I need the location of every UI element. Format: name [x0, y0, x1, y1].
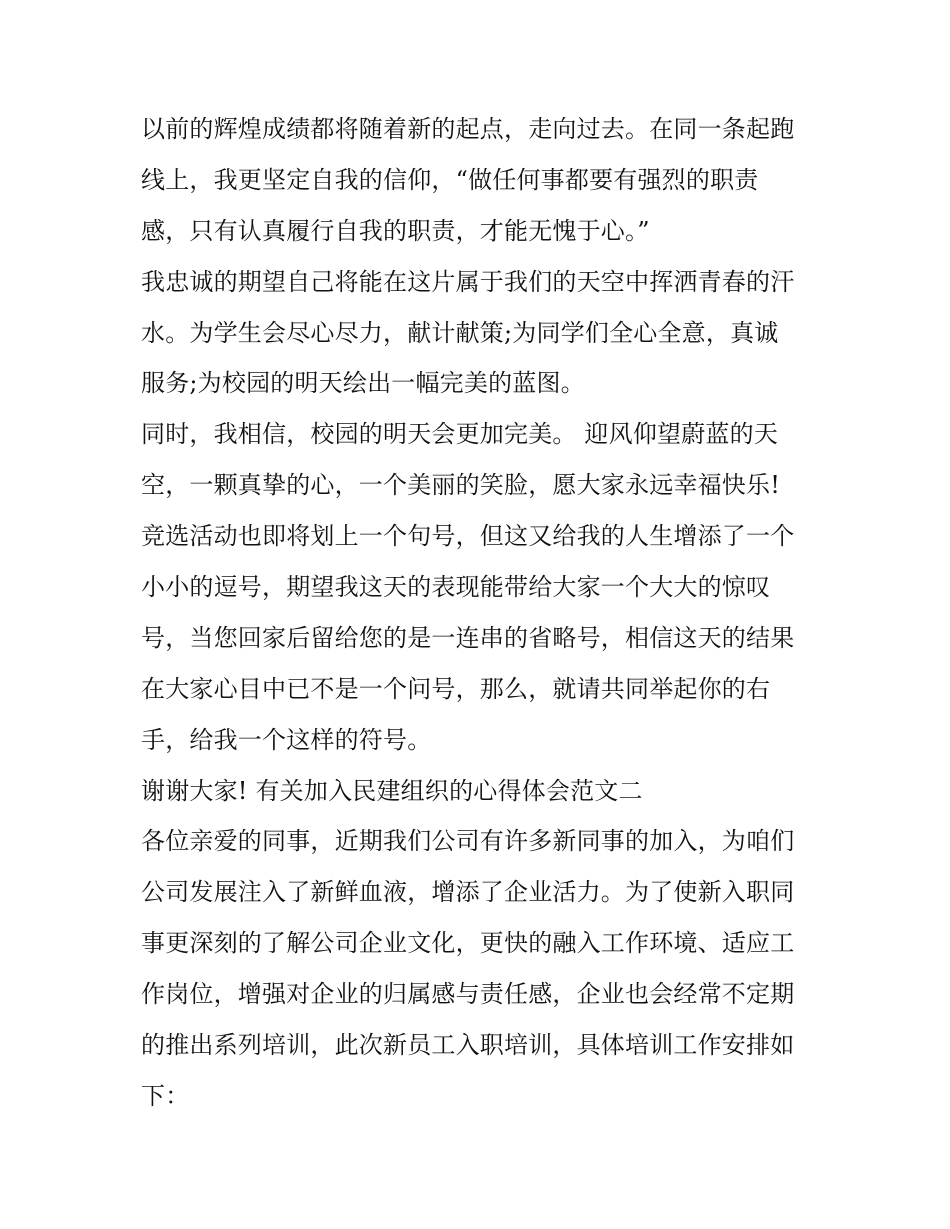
section-heading-line: 谢谢大家! 有关加入民建组织的心得体会范文二 — [141, 776, 643, 805]
text-line: 感，只有认真履行自我的职责，才能无愧于心。” — [141, 216, 650, 245]
text-line: 在大家心目中已不是一个问号，那么，就请共同举起你的右 — [141, 674, 771, 703]
text-line: 号，当您回家后留给您的是一连串的省略号，相信这天的结果 — [141, 623, 795, 652]
document-body — [141, 104, 831, 1122]
text-line: 作岗位，增强对企业的归属感与责任感，企业也会经常不定期 — [141, 980, 795, 1009]
text-line: 我忠诚的期望自己将能在这片属于我们的天空中挥洒青春的汗 — [141, 267, 795, 296]
text-line: 的推出系列培训，此次新员工入职培训，具体培训工作安排如 — [141, 1031, 795, 1060]
text-line: 公司发展注入了新鲜血液，增添了企业活力。为了使新入职同 — [141, 878, 795, 907]
text-line: 手，给我一个这样的符号。 — [141, 725, 432, 754]
text-line: 同时，我相信，校园的明天会更加完美。 迎风仰望蔚蓝的天 — [141, 420, 779, 449]
text-line: 服务;为校园的明天绘出一幅完美的蓝图。 — [141, 369, 585, 398]
text-line: 水。为学生会尽心尽力，献计献策;为同学们全心全意，真诚 — [141, 318, 779, 347]
text-line: 小小的逗号，期望我这天的表现能带给大家一个大大的惊叹 — [141, 573, 771, 602]
text-line: 事更深刻的了解公司企业文化，更快的融入工作环境、适应工 — [141, 929, 795, 958]
text-line: 以前的辉煌成绩都将随着新的起点，走向过去。在同一条起跑 — [141, 115, 795, 143]
text-line: 空，一颗真挚的心，一个美丽的笑脸，愿大家永远幸福快乐! — [141, 471, 781, 500]
text-line: 各位亲爱的同事，近期我们公司有许多新同事的加入，为咱们 — [141, 827, 795, 856]
text-line: 线上，我更坚定自我的信仰，“做任何事都要有强烈的职责 — [141, 165, 759, 194]
text-line: 下： — [141, 1081, 190, 1110]
text-line: 竞选活动也即将划上一个句号，但这又给我的人生增添了一个 — [141, 522, 795, 551]
